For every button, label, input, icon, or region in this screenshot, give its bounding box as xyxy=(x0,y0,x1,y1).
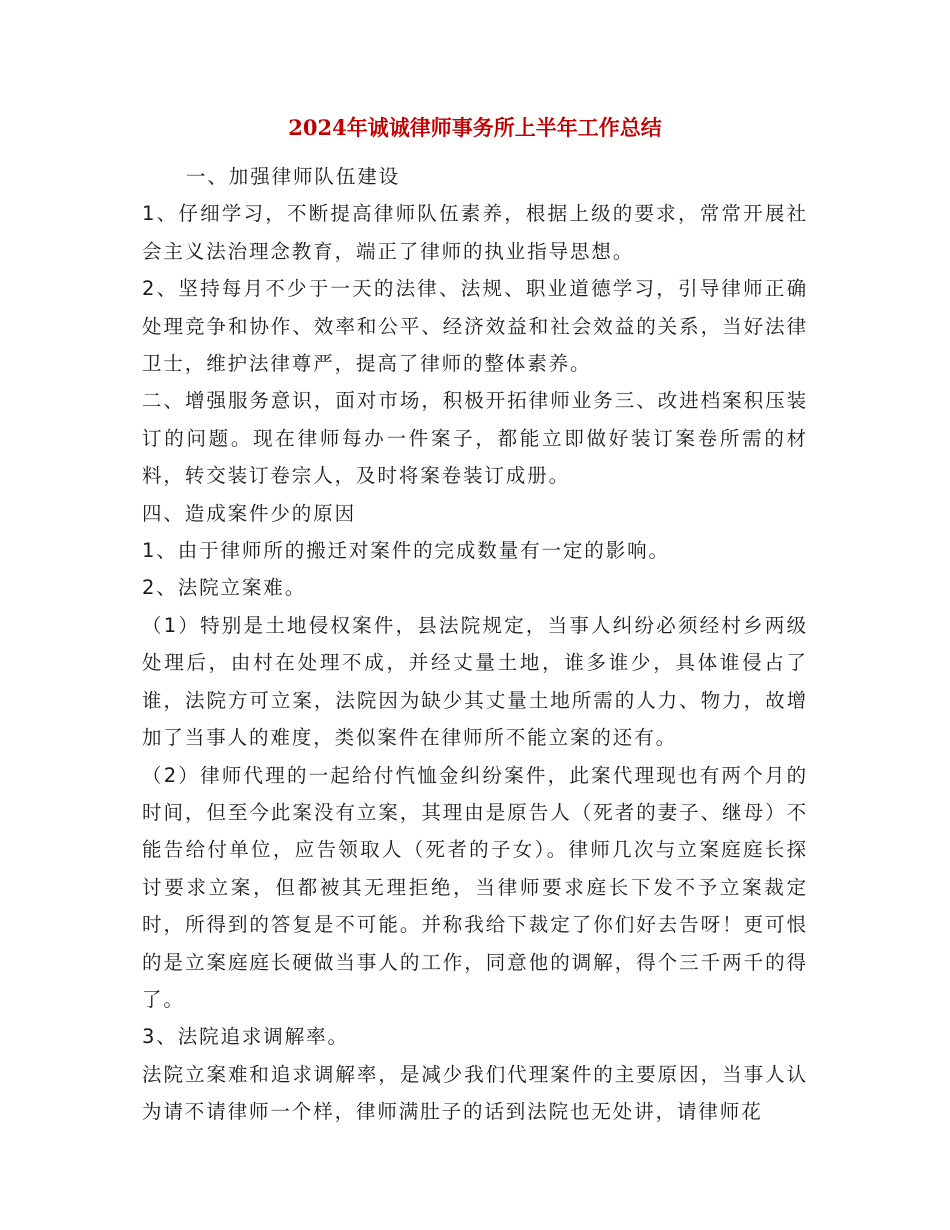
paragraph-4-1: 1、由于律师所的搬迁对案件的完成数量有一定的影响。 xyxy=(142,539,670,563)
section-heading-2-3: 二、增强服务意识，面对市场，积极开拓律师业务三、改进档案积压装订的问题。现在律师每办一件案子，都能立即做好装订案卷所需的材料，转交装订卷宗人，及时将案卷装订成册。 xyxy=(142,389,808,488)
section-heading-1: 一、加强律师队伍建设 xyxy=(186,165,401,188)
paragraph-1-2: 2、坚持每月不少于一天的法律、法规、职业道德学习，引导律师正确处理竞争和协作、效率和公平、经济效益和社会效益的关系，当好法律卫士，维护法律尊严，提高了律师的整体素养。 xyxy=(142,277,808,376)
document-title: 2024年诚诚律师事务所上半年工作总结 xyxy=(288,115,662,140)
document-body xyxy=(142,158,808,1131)
paragraph-4-3: 3、法院追求调解率。 xyxy=(142,1025,349,1049)
paragraph-4-2-b: （2）律师代理的一起给付忾恤金纠纷案件，此案代理现也有两个月的时间，但至今此案没有立案，其理由是原告人（死者的妻子、继母）不能告给付单位，应告领取人（死者的子女）。律师几次与立案庭庭长探讨要求立案，但都被其无理拒绝，当律师要求庭长下发不予立案裁定时，所得到的答复是不可能。并称我给下裁定了你们好去告呀！更可恨的是立案庭庭长硬做当事人的工作，同意他的调解，得个三千两千的得了。 xyxy=(142,763,808,1011)
paragraph-4-2-a: （1）特别是土地侵权案件，县法院规定，当事人纠纷必须经村乡两级处理后，由村在处理不成，并经丈量土地，谁多谁少，具体谁侵占了谁，法院方可立案，法院因为缺少其丈量土地所需的人力、物力，故增加了当事人的难度，类似案件在律师所不能立案的还有。 xyxy=(142,613,808,750)
paragraph-4-2: 2、法院立案难。 xyxy=(142,576,307,600)
paragraph-1-1: 1、仔细学习，不断提高律师队伍素养，根据上级的要求，常常开展社会主义法治理念教育，端正了律师的执业指导思想。 xyxy=(142,202,808,263)
section-heading-4: 四、造成案件少的原因 xyxy=(142,501,357,525)
paragraph-4-3-detail: 法院立案难和追求调解率，是减少我们代理案件的主要原因，当事人认为请不请律师一个样，律师满肚子的话到法院也无处讲，请律师花 xyxy=(142,1062,808,1124)
